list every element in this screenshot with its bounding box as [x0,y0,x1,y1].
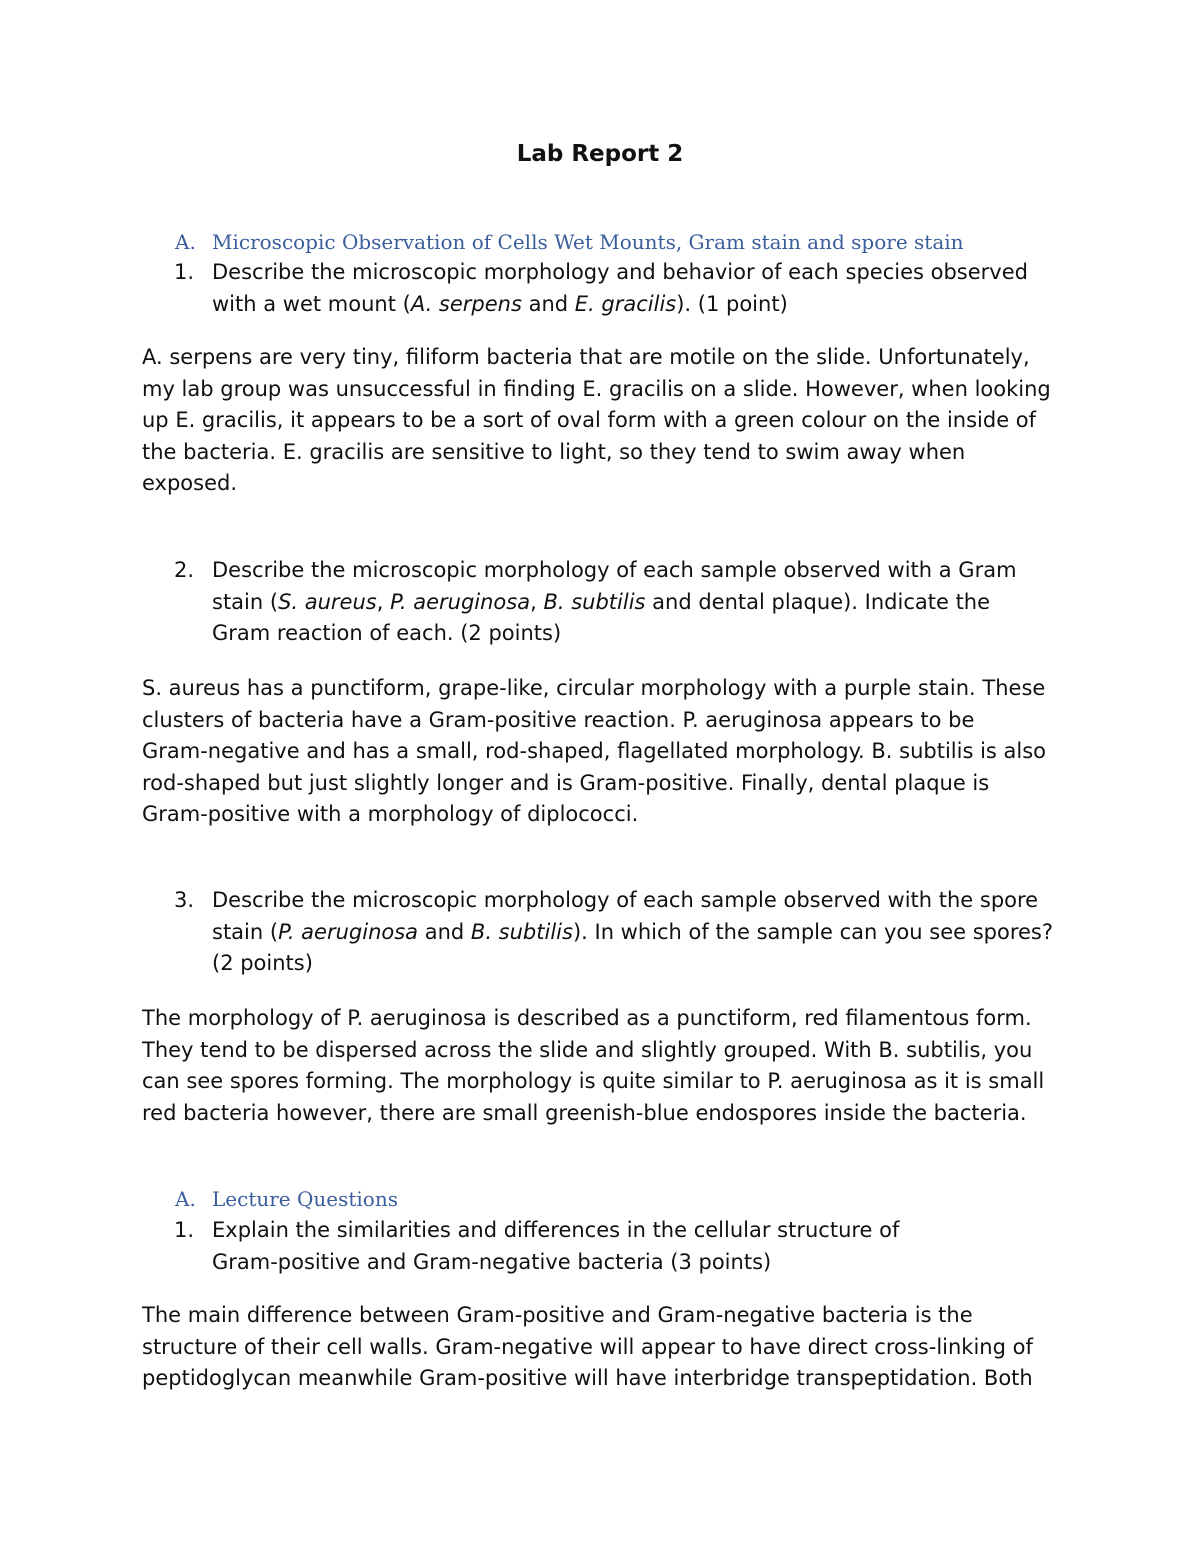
question-number: 2. [174,558,195,582]
answer-line: peptidoglycan meanwhile Gram-positive will have interbridge transpeptidation. Both [142,1366,1033,1390]
answer-line: Gram-negative and has a small, rod-shaped, flagellated morphology. B. subtilis is also [142,739,1047,763]
answer-2 [142,673,1102,831]
answer-line: my lab group was unsuccessful in finding E. gracilis on a slide. However, when looking [142,376,1051,401]
answer-line: structure of their cell walls. Gram-negative will appear to have direct cross-linking of [142,1334,1033,1359]
answer-line: red bacteria however, there are small greenish-blue endospores inside the bacteria. [142,1100,1027,1125]
question-line: with a wet mount (A. serpens and E. gracilis). (1 point) [212,291,788,316]
answer-1 [142,342,1102,500]
question-line: Describe the microscopic morphology of each sample observed with the spore [212,888,1039,912]
section-heading-lecture [175,1187,398,1211]
page-title: Lab Report 2 [516,141,684,167]
question-number: 1. [174,1218,195,1242]
answer-line: The morphology of P. aeruginosa is described as a punctiform, red filamentous form. [142,1006,1032,1030]
question-line: Gram-positive and Gram-negative bacteria (3 points) [212,1249,772,1274]
question-line: Gram reaction of each. (2 points) [212,621,562,645]
answer-3 [142,1003,1102,1129]
section-heading-microscopic [175,230,964,254]
question-1 [174,257,1028,320]
section-letter: A. [175,1187,196,1211]
question-line: Describe the microscopic morphology and behavior of each species observed [212,260,1028,284]
section-title: Microscopic Observation of Cells Wet Mounts, Gram stain and spore stain [212,230,964,254]
question-number: 1. [174,260,195,284]
answer-line: They tend to be dispersed across the slide and slightly grouped. With B. subtilis, you [142,1037,1033,1062]
answer-line: rod-shaped but just slightly longer and is Gram-positive. Finally, dental plaque is [142,770,990,795]
question-line: (2 points) [212,951,313,975]
question-number: 3. [174,888,195,912]
answer-line: S. aureus has a punctiform, grape-like, circular morphology with a purple stain. These [142,676,1046,700]
answer-lecture-1 [142,1300,1102,1395]
question-line: stain (S. aureus, P. aeruginosa, B. subtilis and dental plaque). Indicate the [212,589,991,614]
answer-line: Gram-positive with a morphology of diplococci. [142,802,639,826]
answer-line: exposed. [142,471,238,495]
answer-line: A. serpens are very tiny, filiform bacteria that are motile on the slide. Unfortunately, [142,345,1030,369]
section-letter: A. [175,230,196,254]
question-2 [174,555,1017,650]
answer-line: up E. gracilis, it appears to be a sort of oval form with a green colour on the inside of [142,408,1037,432]
question-lecture-1 [174,1215,899,1278]
answer-line: The main difference between Gram-positive and Gram-negative bacteria is the [142,1303,973,1327]
question-line: Describe the microscopic morphology of each sample observed with a Gram [212,558,1017,582]
question-line: Explain the similarities and differences in the cellular structure of [212,1218,900,1242]
section-title: Lecture Questions [212,1187,398,1211]
question-line: stain (P. aeruginosa and B. subtilis). In which of the sample can you see spores? [212,919,1054,944]
answer-line: can see spores forming. The morphology is quite similar to P. aeruginosa as it is small [142,1069,1045,1093]
answer-line: the bacteria. E. gracilis are sensitive to light, so they tend to swim away when [142,439,966,464]
question-3 [174,885,1053,980]
answer-line: clusters of bacteria have a Gram-positive reaction. P. aeruginosa appears to be [142,707,975,732]
